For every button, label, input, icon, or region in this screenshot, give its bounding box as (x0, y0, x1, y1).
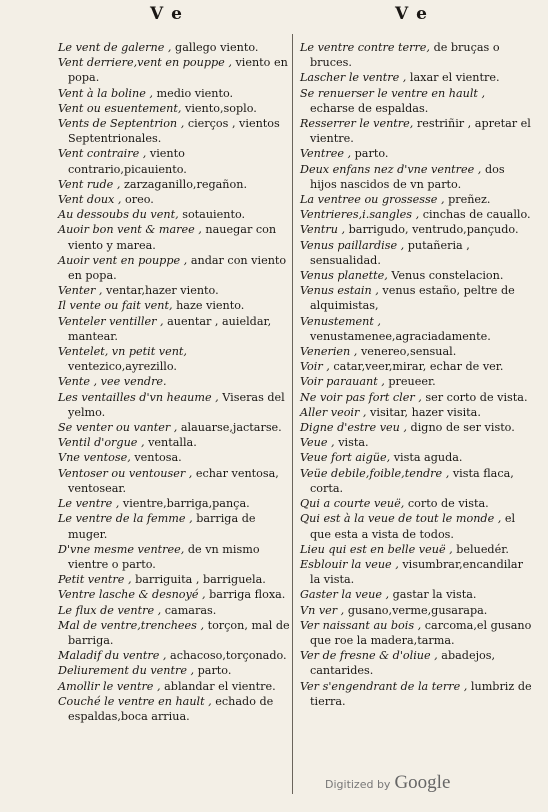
entry-headword: Vent rude , (58, 177, 121, 191)
entry-translation: ablandar el vientre. (164, 679, 276, 693)
entry-headword: Vent doux , (58, 193, 122, 207)
entry-headword: Se venter ou vanter , (58, 421, 178, 435)
entry-headword: D'vne mesme ventree, (58, 542, 185, 556)
entry-translation: Viseras del yelmo. (68, 390, 285, 419)
dictionary-entry (300, 648, 532, 678)
entry-translation: parto. (197, 664, 232, 678)
entry-translation: lumbriz de tierra. (310, 679, 532, 708)
entry-translation: ventezico,ayrezillo. (68, 360, 177, 374)
running-head-left: V e (150, 4, 183, 24)
entry-headword: Vente , vee vendre. (58, 375, 167, 389)
dictionary-entry (300, 40, 532, 70)
entry-headword: Les ventailles d'vn heaume , (58, 390, 219, 404)
entry-headword: Ventree , (300, 147, 352, 161)
entry-headword: Au dessoubs du vent, (58, 208, 179, 222)
entry-headword: Petit ventre , (58, 573, 132, 587)
entry-translation: catar,veer,mirar, echar de ver. (333, 360, 504, 374)
entry-headword: Venteler ventiller , (58, 314, 164, 328)
entry-headword: Ver s'engendrant de la terre , (300, 679, 468, 693)
entry-translation: vientre,barriga,pança. (122, 497, 250, 511)
entry-headword: Ver naissant au bois , (300, 618, 422, 632)
dictionary-entry (300, 86, 532, 116)
dictionary-entry (58, 283, 294, 298)
entry-headword: Deux enfans nez d'vne ventree , (300, 162, 482, 176)
dictionary-entry (58, 663, 294, 678)
dictionary-entry (300, 116, 532, 146)
dictionary-entry (58, 314, 294, 344)
dictionary-entry (300, 162, 532, 192)
entry-headword: Venerien , (300, 345, 358, 359)
right-column (300, 40, 532, 709)
dictionary-entry (58, 420, 294, 435)
dictionary-entry (58, 587, 294, 602)
entry-headword: Vne ventose, (58, 451, 131, 465)
entry-headword: Qui a courte veuë, (300, 497, 405, 511)
dictionary-entry (300, 405, 532, 420)
entry-headword: La ventree ou grossesse , (300, 193, 445, 207)
entry-translation: echarse de espaldas. (310, 101, 429, 115)
entry-headword: Ventre lasche & desnoyé , (58, 588, 206, 602)
dictionary-entry (58, 207, 294, 222)
dictionary-entry (300, 207, 532, 222)
entry-translation: beluedér. (456, 542, 509, 556)
dictionary-entry (58, 192, 294, 207)
entry-headword: Veüe debile,foible,tendre , (300, 466, 450, 480)
entry-translation: vista flaca, corta. (310, 466, 514, 495)
dictionary-entry (58, 572, 294, 587)
entry-headword: Gaster la veue , (300, 588, 390, 602)
entry-translation: auentar , auieldar, mantear. (68, 314, 272, 343)
entry-headword: Esblouir la veue , (300, 557, 399, 571)
entry-translation: camaras. (164, 603, 217, 617)
dictionary-entry (58, 450, 294, 465)
dictionary-entry (300, 192, 532, 207)
dictionary-entry (300, 450, 532, 465)
entry-translation: viento,soplo. (185, 101, 257, 115)
dictionary-entry (300, 603, 532, 618)
entry-translation: el que esta a vista de todos. (310, 512, 516, 541)
entry-headword: Auoir vent en pouppe , (58, 253, 188, 267)
dictionary-entry (300, 359, 532, 374)
entry-translation: de bruças o bruces. (310, 41, 500, 70)
entry-headword: Auoir bon vent & maree , (58, 223, 202, 237)
entry-headword: Voir , (300, 360, 330, 374)
entry-translation: gastar la vista. (392, 588, 477, 602)
dictionary-entry (300, 314, 532, 344)
entry-headword: Digne d'estre veu , (300, 421, 407, 435)
dictionary-entry (58, 496, 294, 511)
entry-headword: Ventil d'orgue , (58, 436, 145, 450)
entry-headword: Ventoser ou ventouser , (58, 466, 193, 480)
dictionary-entry (300, 435, 532, 450)
dictionary-entry (58, 253, 294, 283)
dictionary-entry (300, 238, 532, 268)
entry-headword: Amollir le ventre , (58, 679, 161, 693)
entry-headword: Ventru , (300, 223, 346, 237)
dictionary-entry (58, 694, 294, 724)
entry-headword: Lascher le ventre , (300, 71, 407, 85)
entry-translation: venustamenee,agraciadamente. (310, 329, 491, 343)
entry-headword: Vent à la boline , (58, 86, 153, 100)
entry-translation: alauarse,jactarse. (180, 421, 282, 435)
entry-headword: Le flux de ventre , (58, 603, 162, 617)
entry-translation: Venus constelacion. (391, 269, 504, 283)
entry-translation: visitar, hazer visita. (370, 405, 481, 419)
entry-headword: Ventelet, vn petit vent, (58, 345, 187, 359)
entry-headword: Le ventre de la femme , (58, 512, 193, 526)
entry-translation: achacoso,torçonado. (170, 649, 287, 663)
entry-headword: Veue fort aigüe, (300, 451, 391, 465)
dictionary-entry (300, 222, 532, 237)
entry-headword: Le vent de galerne , (58, 41, 172, 54)
dictionary-entry (300, 283, 532, 313)
google-logo: Google (394, 772, 451, 793)
entry-translation: vista aguda. (393, 451, 463, 465)
dictionary-entry (58, 298, 294, 313)
dictionary-entry (300, 390, 532, 405)
dictionary-entry (58, 390, 294, 420)
entry-headword: Vents de Septentrion , (58, 117, 185, 131)
entry-headword: Le ventre , (58, 497, 120, 511)
entry-headword: Il vente ou fait vent, (58, 299, 173, 313)
dictionary-entry (58, 603, 294, 618)
dictionary-entry (58, 618, 294, 648)
entry-headword: Lieu qui est en belle veuë , (300, 542, 453, 556)
entry-headword: Deliurement du ventre , (58, 664, 195, 678)
entry-headword: Aller veoir , (300, 405, 367, 419)
dictionary-entry (58, 344, 294, 374)
dictionary-entry (58, 511, 294, 541)
entry-translation: de vn mismo vientre o parto. (68, 542, 260, 571)
entry-headword: Venus estain , (300, 284, 379, 298)
dictionary-entry (300, 679, 532, 709)
dictionary-entry (300, 344, 532, 359)
dictionary-entry (58, 55, 294, 85)
entry-translation: nauegar con viento y marea. (68, 223, 277, 252)
dictionary-entry (58, 146, 294, 176)
entry-translation: digno de ser visto. (410, 421, 515, 435)
dictionary-entry (300, 70, 532, 85)
dictionary-entry (300, 466, 532, 496)
entry-translation: ventosa. (134, 451, 182, 465)
dictionary-entry (58, 648, 294, 663)
dictionary-entry (300, 420, 532, 435)
entry-headword: Veue , (300, 436, 335, 450)
entry-headword: Vent ou esuentement, (58, 101, 182, 115)
entry-translation: preueer. (388, 375, 436, 389)
dictionary-entry (58, 679, 294, 694)
entry-translation: andar con viento en popa. (68, 253, 287, 283)
entry-translation: restriñir , apretar el vientre. (310, 117, 531, 146)
dictionary-entry (58, 40, 294, 55)
entry-headword: Le ventre contre terre, (300, 41, 430, 54)
dictionary-entry (58, 222, 294, 252)
entry-translation: gallego viento. (175, 41, 259, 54)
entry-translation: parto. (354, 147, 389, 161)
entry-translation: cierços , vientos Septentrionales. (68, 117, 280, 146)
dictionary-entry (58, 86, 294, 101)
entry-translation: preñez. (448, 193, 491, 207)
dictionary-entry (300, 618, 532, 648)
entry-headword: Se renuerser le ventre en hault , (300, 86, 486, 100)
entry-translation: abadejos, cantarides. (310, 649, 496, 678)
entry-headword: Venus paillardise , (300, 238, 405, 252)
digitized-label: Digitized by (325, 778, 391, 791)
entry-headword: Ventrieres,i.sangles , (300, 208, 420, 222)
entry-translation: ventar,hazer viento. (106, 284, 219, 298)
entry-translation: echado de espaldas,boca arriua. (68, 694, 274, 723)
dictionary-entry (58, 101, 294, 116)
entry-translation: gusano,verme,gusarapa. (347, 603, 488, 617)
entry-headword: Vent contraire , (58, 147, 147, 161)
entry-translation: medio viento. (156, 86, 234, 100)
entry-translation: echar ventosa, ventosear. (68, 466, 279, 495)
entry-headword: Venustement , (300, 314, 381, 328)
entry-translation: venereo,sensual. (360, 345, 457, 359)
dictionary-entry (300, 511, 532, 541)
entry-headword: Qui est à la veue de tout le monde , (300, 512, 502, 526)
dictionary-entry (58, 177, 294, 192)
entry-headword: Voir parauant , (300, 375, 385, 389)
entry-translation: zarzaganillo,regañon. (123, 177, 247, 191)
entry-translation: oreo. (125, 193, 154, 207)
entry-translation: corto de vista. (407, 497, 489, 511)
dictionary-entry (300, 587, 532, 602)
entry-translation: venus estaño, peltre de alquimistas, (310, 284, 515, 313)
entry-translation: barrigudo, ventrudo,pançudo. (348, 223, 519, 237)
entry-translation: laxar el vientre. (409, 71, 500, 85)
dictionary-entry (58, 116, 294, 146)
entry-translation: visumbrar,encandilar la vista. (310, 557, 523, 587)
entry-headword: Vent derriere,vent en pouppe , (58, 56, 232, 70)
dictionary-entry (58, 374, 294, 389)
dictionary-entry (300, 542, 532, 557)
entry-translation: carcoma,el gusano que roe la madera,tarma. (310, 618, 532, 647)
entry-headword: Ver de fresne & d'oliue , (300, 649, 438, 663)
entry-headword: Venus planette, (300, 269, 388, 283)
entry-translation: ventalla. (148, 436, 197, 450)
running-head-right: V e (395, 4, 428, 24)
entry-translation: viento en popa. (68, 56, 288, 85)
dictionary-entry (58, 542, 294, 572)
entry-translation: vista. (338, 436, 369, 450)
entry-headword: Maladif du ventre , (58, 649, 167, 663)
entry-headword: Venter , (58, 284, 103, 298)
entry-translation: torçon, mal de barriga. (68, 618, 290, 647)
dictionary-entry (300, 496, 532, 511)
dictionary-entry (300, 557, 532, 587)
entry-translation: barriguita , barriguela. (135, 573, 266, 587)
entry-translation: barriga de muger. (68, 512, 256, 541)
entry-translation: barriga floxa. (209, 588, 286, 602)
entry-headword: Resserrer le ventre, (300, 117, 414, 131)
entry-translation: dos hijos nascidos de vn parto. (310, 162, 505, 191)
entry-headword: Ne voir pas fort cler , (300, 390, 422, 404)
entry-headword: Vn ver , (300, 603, 345, 617)
entry-headword: Couché le ventre en hault , (58, 694, 212, 708)
entry-headword: Mal de ventre,trenchees , (58, 618, 205, 632)
digitized-watermark (325, 772, 450, 794)
entry-translation: viento contrario,picauiento. (68, 147, 187, 176)
left-column (58, 40, 294, 724)
entry-translation: putañeria , sensualidad. (310, 238, 470, 267)
entry-translation: sotauiento. (182, 208, 246, 222)
dictionary-entry (300, 374, 532, 389)
page-header (0, 4, 548, 30)
entry-translation: cinchas de cauallo. (422, 208, 531, 222)
entry-translation: ser corto de vista. (425, 390, 528, 404)
entry-translation: haze viento. (176, 299, 245, 313)
dictionary-entry (58, 466, 294, 496)
dictionary-entry (58, 435, 294, 450)
dictionary-entry (300, 146, 532, 161)
dictionary-entry (300, 268, 532, 283)
